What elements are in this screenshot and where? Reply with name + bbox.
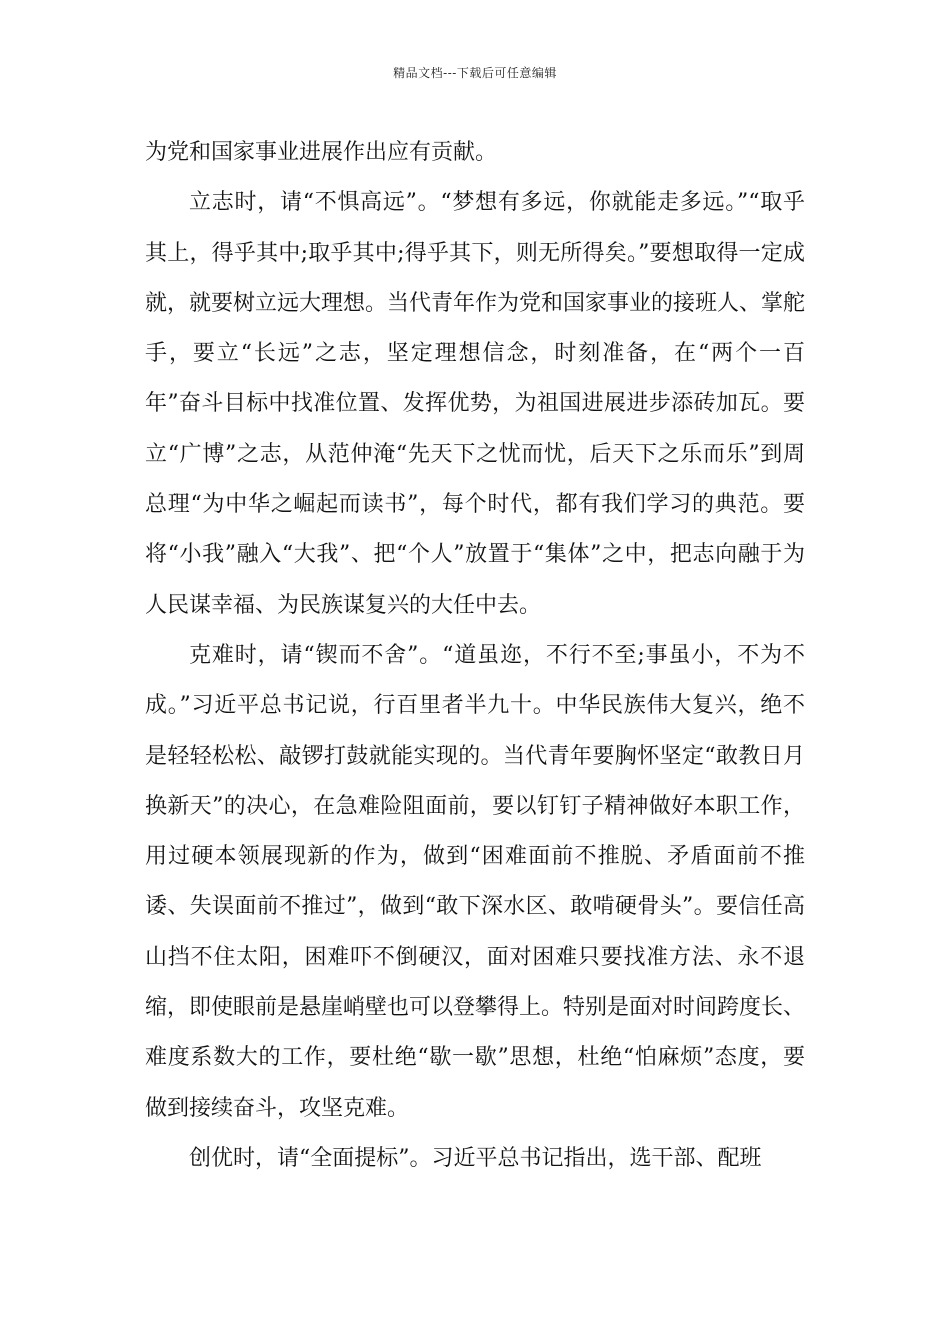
- paragraph-1: 为党和国家事业进展作出应有贡献。: [145, 140, 498, 165]
- paragraph-3: 克难时，请“锲而不舍”。“道虽迩，不行不至;事虽小，不为不成。”习近平总书记说，行百里者半九十。中华民族伟大复兴，绝不是轻轻松松、敲锣打鼓就能实现的。当代青年要胸怀坚定“敢教日月换新天”的决心，在急难险阻面前，要以钉钉子精神做好本职工作，用过硬本领展现新的作为，做到“困难面前不推脱、矛盾面前不推诿、失误面前不推过”，做到“敢下深水区、敢啃硬骨头”。要信任高山挡不住太阳，困难吓不倒硬汉，面对困难只要找准方法、永不退缩，即使眼前是悬崖峭壁也可以登攀得上。特别是面对时间跨度长、难度系数大的工作，要杜绝“歇一歇”思想，杜绝“怕麻烦”态度，要做到接续奋斗，攻坚克难。: [145, 642, 806, 1121]
- paragraph-4: 创优时，请“全面提标”。习近平总书记指出，选干部、配班: [189, 1145, 762, 1171]
- page-header: 精品文档---下载后可任意编辑: [393, 66, 557, 80]
- paragraph-2: 立志时，请“不惧高远”。“梦想有多远，你就能走多远。”“取乎其上，得乎其中;取乎其中;得乎其下，则无所得矣。”要想取得一定成就，就要树立远大理想。当代青年作为党和国家事业的接班人、掌舵手，要立“长远”之志，坚定理想信念，时刻准备，在“两个一百年”奋斗目标中找准位置、发挥优势，为祖国进展进步添砖加瓦。要立“广博”之志，从范仲淹“先天下之忧而忧，后天下之乐而乐”到周总理“为中华之崛起而读书”，每个时代，都有我们学习的典范。要将“小我”融入“大我”、把“个人”放置于“集体”之中，把志向融于为人民谋幸福、为民族谋复兴的大任中去。: [145, 190, 806, 618]
- document-body: [145, 128, 805, 1184]
